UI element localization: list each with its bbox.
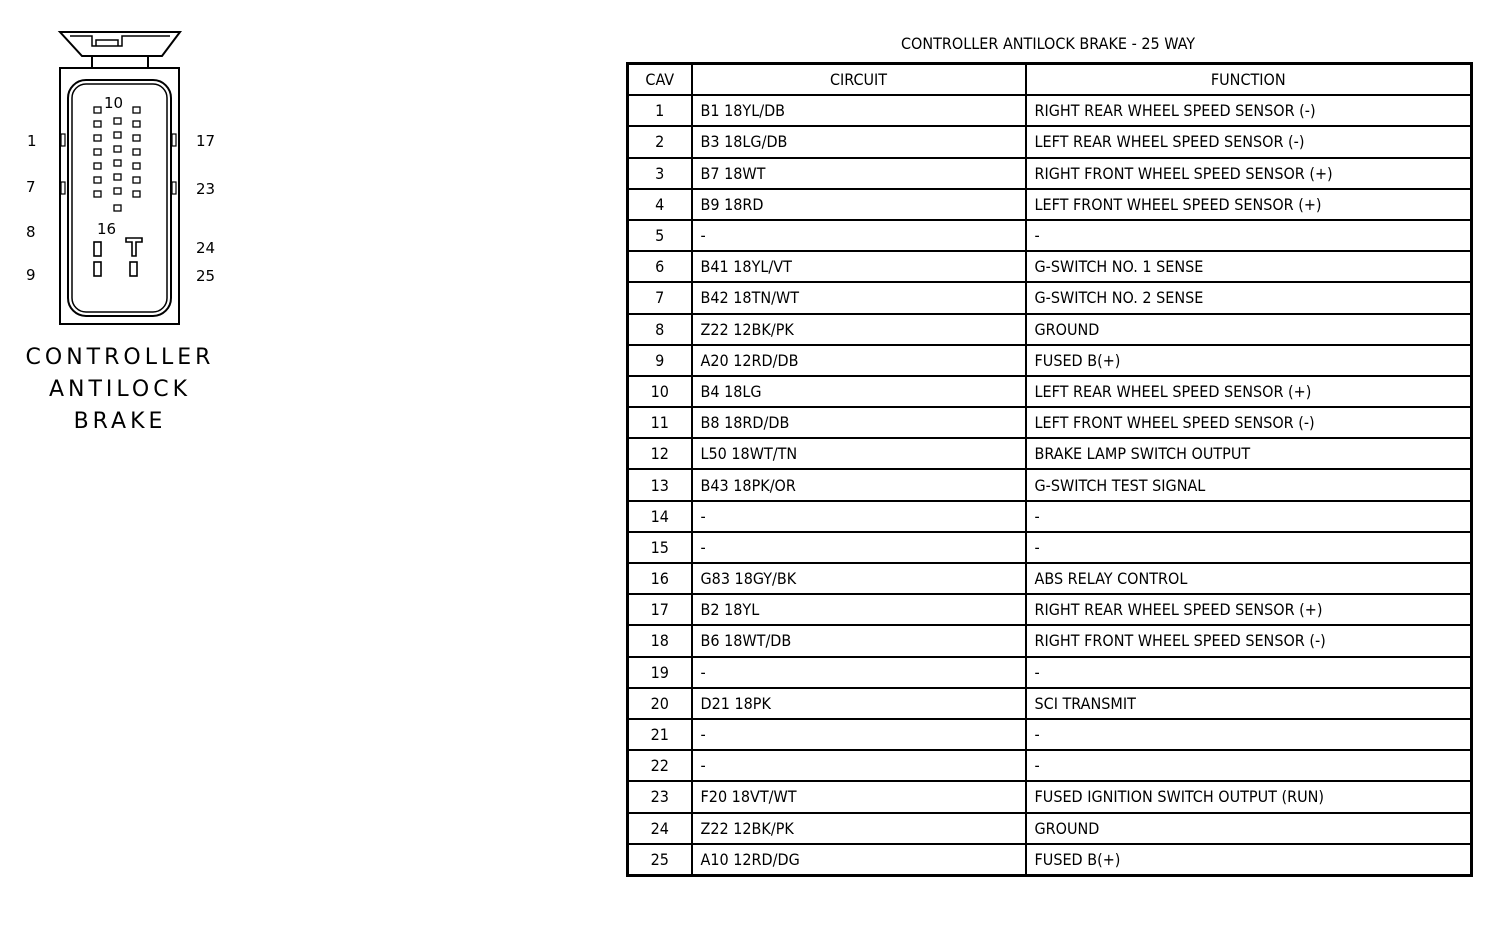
cav-cell: 25	[628, 844, 692, 876]
circuit-cell: B43 18PK/OR	[692, 469, 1026, 500]
cav-cell: 12	[628, 438, 692, 469]
cav-cell: 11	[628, 407, 692, 438]
connector-face	[68, 80, 171, 316]
circuit-cell: B3 18LG/DB	[692, 126, 1026, 157]
function-cell: -	[1026, 220, 1472, 251]
circuit-cell: B8 18RD/DB	[692, 407, 1026, 438]
function-cell: RIGHT REAR WHEEL SPEED SENSOR (+)	[1026, 594, 1472, 625]
circuit-cell: B1 18YL/DB	[692, 95, 1026, 126]
function-cell: RIGHT FRONT WHEEL SPEED SENSOR (-)	[1026, 625, 1472, 656]
cav-cell: 13	[628, 469, 692, 500]
pin-label-24: 24	[196, 239, 216, 257]
function-cell: RIGHT FRONT WHEEL SPEED SENSOR (+)	[1026, 158, 1472, 189]
function-cell: G-SWITCH NO. 1 SENSE	[1026, 251, 1472, 282]
table-row	[628, 407, 1472, 438]
table-row	[628, 625, 1472, 656]
circuit-cell: L50 18WT/TN	[692, 438, 1026, 469]
cav-cell: 5	[628, 220, 692, 251]
cav-cell: 6	[628, 251, 692, 282]
connector-name	[20, 342, 220, 438]
circuit-cell: -	[692, 719, 1026, 750]
cav-cell: 22	[628, 750, 692, 781]
pin-label-7: 7	[26, 178, 36, 196]
function-cell: -	[1026, 501, 1472, 532]
connector-name-line-3: BRAKE	[73, 409, 167, 434]
circuit-cell: B6 18WT/DB	[692, 625, 1026, 656]
table-row	[628, 563, 1472, 594]
pin-cavities	[94, 107, 140, 211]
cav-cell: 15	[628, 532, 692, 563]
table-row	[628, 781, 1472, 812]
circuit-cell: -	[692, 501, 1026, 532]
table-row	[628, 469, 1472, 500]
table-row	[628, 594, 1472, 625]
cav-cell: 17	[628, 594, 692, 625]
table-row	[628, 282, 1472, 313]
function-cell: SCI TRANSMIT	[1026, 688, 1472, 719]
header-function: FUNCTION	[1026, 64, 1472, 96]
circuit-cell: -	[692, 750, 1026, 781]
circuit-cell: B42 18TN/WT	[692, 282, 1026, 313]
connector-name-line-1: CONTROLLER	[25, 345, 215, 370]
table-row	[628, 438, 1472, 469]
function-cell: GROUND	[1026, 314, 1472, 345]
cav-cell: 24	[628, 813, 692, 844]
circuit-cell: -	[692, 532, 1026, 563]
connector-lock-tab	[92, 56, 148, 68]
function-cell: -	[1026, 719, 1472, 750]
table-row	[628, 345, 1472, 376]
function-cell: LEFT REAR WHEEL SPEED SENSOR (+)	[1026, 376, 1472, 407]
cav-cell: 8	[628, 314, 692, 345]
circuit-cell: G83 18GY/BK	[692, 563, 1026, 594]
circuit-cell: D21 18PK	[692, 688, 1026, 719]
cav-cell: 19	[628, 657, 692, 688]
table-row	[628, 813, 1472, 844]
table-body	[628, 95, 1472, 875]
function-cell: FUSED IGNITION SWITCH OUTPUT (RUN)	[1026, 781, 1472, 812]
table-row	[628, 376, 1472, 407]
cav-cell: 23	[628, 781, 692, 812]
circuit-cell: A10 12RD/DG	[692, 844, 1026, 876]
circuit-cell: B9 18RD	[692, 189, 1026, 220]
table-row	[628, 158, 1472, 189]
cav-cell: 10	[628, 376, 692, 407]
table-row	[628, 251, 1472, 282]
function-cell: -	[1026, 750, 1472, 781]
circuit-cell: B4 18LG	[692, 376, 1026, 407]
function-cell: RIGHT REAR WHEEL SPEED SENSOR (-)	[1026, 95, 1472, 126]
function-cell: FUSED B(+)	[1026, 345, 1472, 376]
pin-label-16: 16	[97, 220, 117, 238]
cav-cell: 16	[628, 563, 692, 594]
connector-name-line-2: ANTILOCK	[48, 377, 191, 402]
function-cell: LEFT REAR WHEEL SPEED SENSOR (-)	[1026, 126, 1472, 157]
pin-label-10: 10	[104, 94, 124, 112]
cav-cell: 20	[628, 688, 692, 719]
function-cell: LEFT FRONT WHEEL SPEED SENSOR (-)	[1026, 407, 1472, 438]
circuit-cell: F20 18VT/WT	[692, 781, 1026, 812]
cav-cell: 9	[628, 345, 692, 376]
pin-label-23: 23	[196, 180, 216, 198]
function-cell: ABS RELAY CONTROL	[1026, 563, 1472, 594]
function-cell: BRAKE LAMP SWITCH OUTPUT	[1026, 438, 1472, 469]
circuit-cell: B7 18WT	[692, 158, 1026, 189]
cav-cell: 7	[628, 282, 692, 313]
circuit-cell: Z22 12BK/PK	[692, 314, 1026, 345]
cav-cell: 14	[628, 501, 692, 532]
function-cell: GROUND	[1026, 813, 1472, 844]
table-row	[628, 189, 1472, 220]
function-cell: G-SWITCH TEST SIGNAL	[1026, 469, 1472, 500]
header-circuit: CIRCUIT	[692, 64, 1026, 96]
pinout-table	[626, 62, 1473, 877]
table-row	[628, 220, 1472, 251]
table-row	[628, 126, 1472, 157]
pin-label-25: 25	[196, 267, 216, 285]
cav-cell: 21	[628, 719, 692, 750]
table-header-row	[628, 64, 1472, 96]
table-row	[628, 750, 1472, 781]
function-cell: G-SWITCH NO. 2 SENSE	[1026, 282, 1472, 313]
power-pin-cavities	[94, 238, 142, 276]
function-cell: -	[1026, 657, 1472, 688]
circuit-cell: -	[692, 657, 1026, 688]
cav-cell: 4	[628, 189, 692, 220]
function-cell: -	[1026, 532, 1472, 563]
circuit-cell: Z22 12BK/PK	[692, 813, 1026, 844]
pin-label-9: 9	[26, 266, 36, 284]
circuit-cell: B2 18YL	[692, 594, 1026, 625]
table-title: CONTROLLER ANTILOCK BRAKE - 25 WAY	[900, 34, 1195, 53]
connector-diagram	[0, 0, 240, 340]
cav-cell: 3	[628, 158, 692, 189]
table-row	[628, 688, 1472, 719]
table-row	[628, 95, 1472, 126]
function-cell: LEFT FRONT WHEEL SPEED SENSOR (+)	[1026, 189, 1472, 220]
cav-cell: 1	[628, 95, 692, 126]
pin-label-17: 17	[196, 132, 216, 150]
function-cell: FUSED B(+)	[1026, 844, 1472, 876]
table-row	[628, 844, 1472, 876]
table-row	[628, 532, 1472, 563]
circuit-cell: -	[692, 220, 1026, 251]
cav-cell: 18	[628, 625, 692, 656]
cav-cell: 2	[628, 126, 692, 157]
table-row	[628, 314, 1472, 345]
table-row	[628, 657, 1472, 688]
table-row	[628, 719, 1472, 750]
pin-label-8: 8	[26, 223, 36, 241]
circuit-cell: B41 18YL/VT	[692, 251, 1026, 282]
pin-label-1: 1	[27, 132, 37, 150]
header-cav: CAV	[628, 64, 692, 96]
circuit-cell: A20 12RD/DB	[692, 345, 1026, 376]
table-row	[628, 501, 1472, 532]
